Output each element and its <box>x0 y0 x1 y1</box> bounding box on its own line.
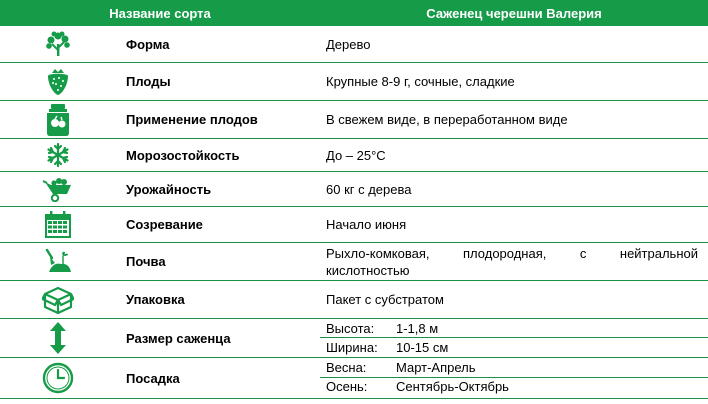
row-label: Плоды <box>126 74 171 89</box>
row-value: 60 кг с дерева <box>326 181 412 197</box>
soil-text-line-1: Рыхло-комковая, плодородная, с нейтральной <box>326 245 698 261</box>
sub-row-height <box>320 319 708 337</box>
table-row-fruits <box>0 63 708 101</box>
row-label: Почва <box>126 254 166 269</box>
row-label: Применение плодов <box>126 112 258 127</box>
table-row-ripening <box>0 207 708 243</box>
sub-row-width <box>320 338 708 356</box>
jam-jar-icon <box>38 102 78 137</box>
tree-icon <box>38 28 78 60</box>
row-label: Упаковка <box>126 292 185 307</box>
row-label: Форма <box>126 36 170 52</box>
sub-key: Ширина: <box>326 340 378 355</box>
header-variety-name: Название сорта <box>109 5 211 21</box>
soil-text-line-2: кислотностью <box>326 262 410 278</box>
up-down-arrow-icon <box>38 321 78 355</box>
row-label: Морозостойкость <box>126 147 240 163</box>
calendar-icon <box>38 209 78 240</box>
sub-key: Весна: <box>326 360 367 375</box>
header-product-name: Саженец черешни Валерия <box>426 5 602 21</box>
row-value: Пакет с субстратом <box>326 292 444 307</box>
box-icon <box>38 283 78 316</box>
snowflake-icon <box>38 141 78 169</box>
table-row-shape <box>0 26 708 63</box>
sub-row-autumn <box>320 378 708 397</box>
row-value: До – 25°С <box>326 147 386 163</box>
wheelbarrow-icon <box>38 174 78 204</box>
table-row-seedling-size <box>0 319 708 358</box>
sub-key: Высота: <box>326 321 375 336</box>
sub-value: Март-Апрель <box>396 360 476 375</box>
sub-value: Сентябрь-Октябрь <box>396 379 509 394</box>
strawberry-icon <box>38 65 78 98</box>
table-row-packaging <box>0 281 708 319</box>
table-row-planting <box>0 358 708 399</box>
row-label: Размер саженца <box>126 330 231 346</box>
row-value <box>326 244 698 279</box>
sub-row-spring <box>320 358 708 377</box>
table-row-yield <box>0 172 708 207</box>
row-value: Крупные 8-9 г, сочные, сладкие <box>326 74 515 89</box>
table-row-usage <box>0 101 708 139</box>
table-row-soil <box>0 243 708 281</box>
sub-value: 10-15 см <box>396 340 449 355</box>
row-value: В свежем виде, в переработанном виде <box>326 112 568 127</box>
row-label: Урожайность <box>126 181 212 197</box>
row-value: Дерево <box>326 36 371 52</box>
table-header <box>0 0 708 26</box>
row-label: Посадка <box>126 370 180 386</box>
table-row-frost-resistance <box>0 139 708 172</box>
planting-icon <box>38 246 78 277</box>
sub-key: Осень: <box>326 379 368 394</box>
row-label: Созревание <box>126 217 203 232</box>
sub-value: 1-1,8 м <box>396 321 439 336</box>
row-value: Начало июня <box>326 217 407 232</box>
clock-icon <box>38 361 78 395</box>
